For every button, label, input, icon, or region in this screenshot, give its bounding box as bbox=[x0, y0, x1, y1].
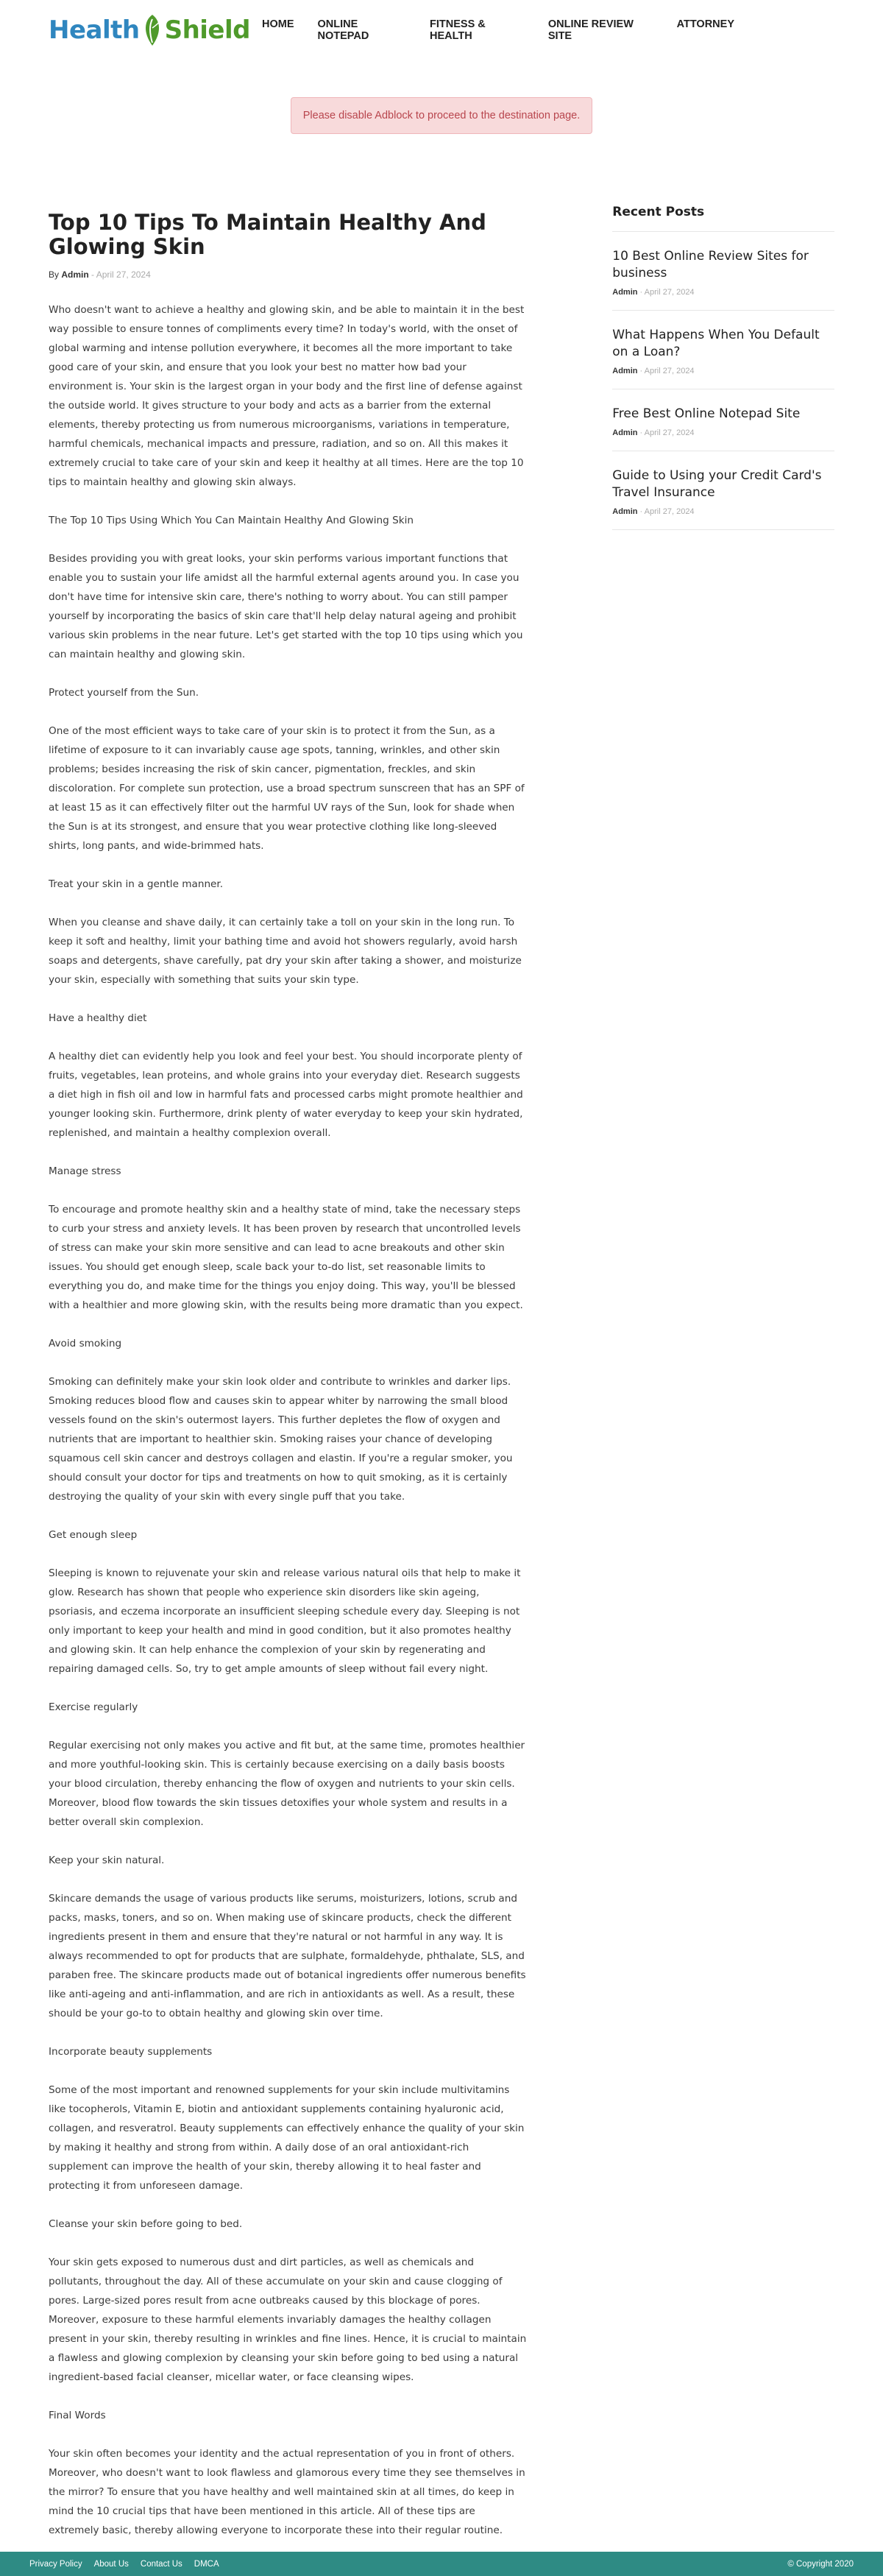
recent-post-separator: · bbox=[639, 288, 645, 297]
footer-link-about-us[interactable]: About Us bbox=[93, 2559, 129, 2569]
nav-item-attorney[interactable]: ATTORNEY bbox=[676, 18, 734, 30]
recent-post-item bbox=[612, 451, 834, 530]
article-paragraph: To encourage and promote healthy skin and a healthy state of mind, take the necessary steps to curb your stress and anxiety levels. It has been proven by research that uncontrolled levels of stress can make your skin more sensitive and can lead to acne breakouts and other skin issues. You should get enough sleep, scale back your to-do list, set reasonable limits to everything you do, and make time for the things you enjoy doing. This way, you'll be blessed with a healthier and more glowing skin, with the results being more dramatic than you expect. bbox=[49, 1204, 523, 1311]
recent-post-item bbox=[612, 232, 834, 311]
article-main bbox=[49, 211, 528, 2559]
article-body bbox=[49, 300, 528, 2540]
article-paragraph: Smoking can definitely make your skin look older and contribute to wrinkles and darker lips. Smoking reduces blood flow and causes skin to appear whiter by narrowing the small blood vessels found on the skin's outermost layers. This further depletes the flow of oxygen and nutrients that are important to healthier skin. Smoking raises your chance of developing squamous cell skin cancer and destroys collagen and elastin. If you're a regular smoker, you should consult your doctor for tips and treatments on how to quit smoking, as it is certainly destroying the quality of your skin with every single puff that you take. bbox=[49, 1376, 513, 1503]
sidebar bbox=[612, 205, 834, 2559]
article-paragraph: Regular exercising not only makes you active and fit but, at the same time, promotes healthier and more youthful-looking skin. This is certainly because exercising on a daily basis boosts your blood circulation, thereby enhancing the flow of oxygen and nutrients to your skin cells. Moreover, blood flow towards the skin tissues detoxifies your whole system and results in a better overall skin complexion. bbox=[49, 1740, 525, 1828]
article-subheading: The Top 10 Tips Using Which You Can Maintain Healthy And Glowing Skin bbox=[49, 515, 414, 526]
article-paragraph: Besides providing you with great looks, your skin performs various important functions that enable you to sustain your life amidst all the harmful external agents around you. In case you don't have time for intensive skin care, there's nothing to worry about. You can still pamper yourself by incorporating the basics of skin care that'll help delay natural ageing and prohibit various skin problems in the near future. Let's get started with the top 10 tips using which you can maintain healthy and glowing skin. bbox=[49, 553, 523, 660]
recent-post-link[interactable]: Guide to Using your Credit Card's Travel Insurance bbox=[612, 468, 822, 500]
article-subheading: Protect yourself from the Sun. bbox=[49, 687, 199, 699]
article-subheading: Cleanse your skin before going to bed. bbox=[49, 2218, 243, 2230]
article-subheading: Exercise regularly bbox=[49, 1701, 138, 1713]
recent-post-separator: · bbox=[639, 367, 645, 375]
recent-post-link[interactable]: What Happens When You Default on a Loan? bbox=[612, 328, 820, 359]
logo-text-health: Health bbox=[49, 15, 140, 45]
sidebar-title: Recent Posts bbox=[612, 205, 834, 232]
recent-post-date: April 27, 2024 bbox=[644, 288, 695, 297]
recent-post-item bbox=[612, 311, 834, 389]
article-subheading: Treat your skin in a gentle manner. bbox=[49, 878, 224, 890]
article-subheading: Avoid smoking bbox=[49, 1338, 122, 1349]
recent-post-link[interactable]: Free Best Online Notepad Site bbox=[612, 406, 801, 421]
post-meta-by: By bbox=[49, 269, 60, 280]
adblock-notice: Please disable Adblock to proceed to the destination page. bbox=[291, 97, 592, 134]
recent-post-author[interactable]: Admin bbox=[612, 428, 638, 437]
nav-item-online-review-site[interactable]: ONLINE REVIEW SITE bbox=[547, 18, 634, 42]
recent-post-date: April 27, 2024 bbox=[644, 507, 695, 516]
main-nav bbox=[250, 18, 746, 42]
nav-item-online-notepad[interactable]: ONLINE NOTEPAD bbox=[317, 18, 369, 42]
nav-item-fitness-health[interactable]: FITNESS & HEALTH bbox=[430, 18, 486, 42]
recent-post-author[interactable]: Admin bbox=[612, 507, 638, 516]
article-paragraph: Some of the most important and renowned supplements for your skin include multivitamins like tocopherols, Vitamin E, biotin and antioxidant supplements containing hyaluronic acid, collagen, and resveratrol. Beauty supplements can effectively enhance the quality of your skin by making it healthy and strong from within. A daily dose of an oral antioxidant-rich supplement can improve the health of your skin, thereby allowing it to heal faster and protecting it from unforeseen damage. bbox=[49, 2084, 525, 2192]
site-logo[interactable] bbox=[49, 13, 250, 47]
article-subheading: Final Words bbox=[49, 2410, 106, 2421]
article-paragraph: One of the most efficient ways to take care of your skin is to protect it from the Sun, as a lifetime of exposure to it can invariably cause age spots, tanning, wrinkles, and other skin problems; besides increasing the risk of skin cancer, pigmentation, freckles, and skin discoloration. For complete sun protection, use a broad spectrum sunscreen that has an SPF of at least 15 as it can effectively filter out the harmful UV rays of the Sun, look for shade when the Sun is at its strongest, and ensure that you wear protective clothing like long-sleeved shirts, long pants, and wide-brimmed hats. bbox=[49, 725, 525, 852]
footer-link-contact-us[interactable]: Contact Us bbox=[140, 2559, 182, 2569]
recent-post-meta bbox=[612, 507, 834, 516]
recent-post-item bbox=[612, 389, 834, 451]
recent-post-separator: · bbox=[639, 428, 645, 437]
footer-link-dmca[interactable]: DMCA bbox=[194, 2559, 219, 2569]
post-title: Top 10 Tips To Maintain Healthy And Glowing Skin bbox=[49, 210, 486, 259]
article-subheading: Incorporate beauty supplements bbox=[49, 2046, 213, 2058]
recent-post-date: April 27, 2024 bbox=[644, 428, 695, 437]
article-paragraph: Skincare demands the usage of various products like serums, moisturizers, lotions, scrub and packs, masks, toners, and so on. When making use of skincare products, check the different ingredients present in them and ensure that they're natural or not harmful in any way. It is always recommended to opt for products that are sulphate, formaldehyde, phthalate, SLS, and paraben free. The skincare products made out of botanical ingredients offer numerous benefits like anti-ageing and anti-inflammation, and are rich in antioxidants as well. As a result, these should be your go-to to obtain healthy and glowing skin over time. bbox=[49, 1893, 526, 2019]
post-author-link[interactable]: Admin bbox=[61, 269, 89, 280]
article-paragraph: Your skin often becomes your identity and the actual representation of you in front of others. Moreover, who doesn't want to look flawless and glamorous every time they see themselves in the mirror? To ensure that you have healthy and well maintained skin at all times, do keep in mind the 10 crucial tips that have been mentioned in this article. All of these tips are extremely basic, thereby allowing everyone to incorporate these into their regular routine. bbox=[49, 2448, 525, 2536]
site-footer bbox=[0, 2552, 883, 2576]
article-paragraph: A healthy diet can evidently help you look and feel your best. You should incorporate plenty of fruits, vegetables, lean proteins, and whole grains into your everyday diet. Research suggests a diet high in fish oil and low in harmful fats and processed carbs might promote healthier and younger looking skin. Furthermore, drink plenty of water everyday to keep your skin hydrated, replenished, and maintain a healthy complexion overall. bbox=[49, 1051, 523, 1139]
post-meta bbox=[49, 269, 528, 280]
article-subheading: Get enough sleep bbox=[49, 1529, 138, 1541]
recent-post-meta bbox=[612, 428, 834, 437]
article-subheading: Manage stress bbox=[49, 1165, 121, 1177]
nav-item-home[interactable]: HOME bbox=[261, 18, 294, 30]
article-paragraph: Who doesn't want to achieve a healthy and glowing skin, and be able to maintain it in the best way possible to ensure tonnes of compliments every time? In today's world, with the onset of global warming and intense pollution everywhere, it becomes all the more important to take good care of your skin, and ensure that you look your best no matter how bad your environment is. Your skin is the largest organ in your body and the first line of defense against the outside world. It gives structure to your body and acts as a barrier from the external elements, thereby protecting us from numerous microorganisms, variations in temperature, harmful chemicals, mechanical impacts and pressure, radiation, and so on. All this makes it extremely crucial to take care of your skin and keep it healthy at all times. Here are the top 10 tips to maintain healthy and glowing skin always. bbox=[49, 304, 525, 488]
footer-link-privacy-policy[interactable]: Privacy Policy bbox=[29, 2559, 82, 2569]
recent-post-author[interactable]: Admin bbox=[612, 367, 638, 375]
logo-text-shield: Shield bbox=[164, 15, 250, 45]
footer-copyright: © Copyright 2020 bbox=[787, 2559, 854, 2569]
recent-post-meta bbox=[612, 288, 834, 297]
recent-post-link[interactable]: 10 Best Online Review Sites for business bbox=[612, 249, 809, 280]
article-paragraph: Sleeping is known to rejuvenate your skin and release various natural oils that help to make it glow. Research has shown that people who experience skin disorders like skin ageing, psoriasis, and eczema incorporate an insufficient sleeping schedule every day. Sleeping is not only important to keep your health and mind in good condition, but it also promotes healthy and glowing skin. It can help enhance the complexion of your skin by regenerating and repairing damaged cells. So, try to get ample amounts of sleep without fail every night. bbox=[49, 1567, 521, 1675]
leaf-shield-icon bbox=[141, 13, 163, 47]
post-date: April 27, 2024 bbox=[96, 269, 151, 280]
recent-post-author[interactable]: Admin bbox=[612, 288, 638, 297]
recent-post-date: April 27, 2024 bbox=[644, 367, 695, 375]
recent-post-separator: · bbox=[639, 507, 645, 516]
article-paragraph: When you cleanse and shave daily, it can certainly take a toll on your skin in the long run. To keep it soft and healthy, limit your bathing time and avoid hot showers regularly, avoid harsh soaps and detergents, shave carefully, pat dry your skin after taking a shower, and moisturize your skin, especially with something that suits your skin type. bbox=[49, 917, 522, 986]
article-subheading: Keep your skin natural. bbox=[49, 1855, 165, 1866]
content-area bbox=[0, 205, 883, 2559]
recent-post-meta bbox=[612, 367, 834, 375]
article-paragraph: Your skin gets exposed to numerous dust and dirt particles, as well as chemicals and pollutants, throughout the day. All of these accumulate on your skin and cause clogging of pores. Large-sized pores result from acne outbreaks caused by this blockage of pores. Moreover, exposure to these harmful elements invariably damages the healthy collagen present in your skin, thereby resulting in wrinkles and fine lines. Hence, it is crucial to maintain a flawless and glowing complexion by cleansing your skin before going to bed using a natural ingredient-based facial cleanser, micellar water, or face cleansing wipes. bbox=[49, 2256, 527, 2383]
site-header bbox=[0, 0, 883, 60]
post-meta-separator: - bbox=[91, 269, 96, 280]
adblock-notice-wrap bbox=[0, 97, 883, 134]
article-subheading: Have a healthy diet bbox=[49, 1012, 147, 1024]
